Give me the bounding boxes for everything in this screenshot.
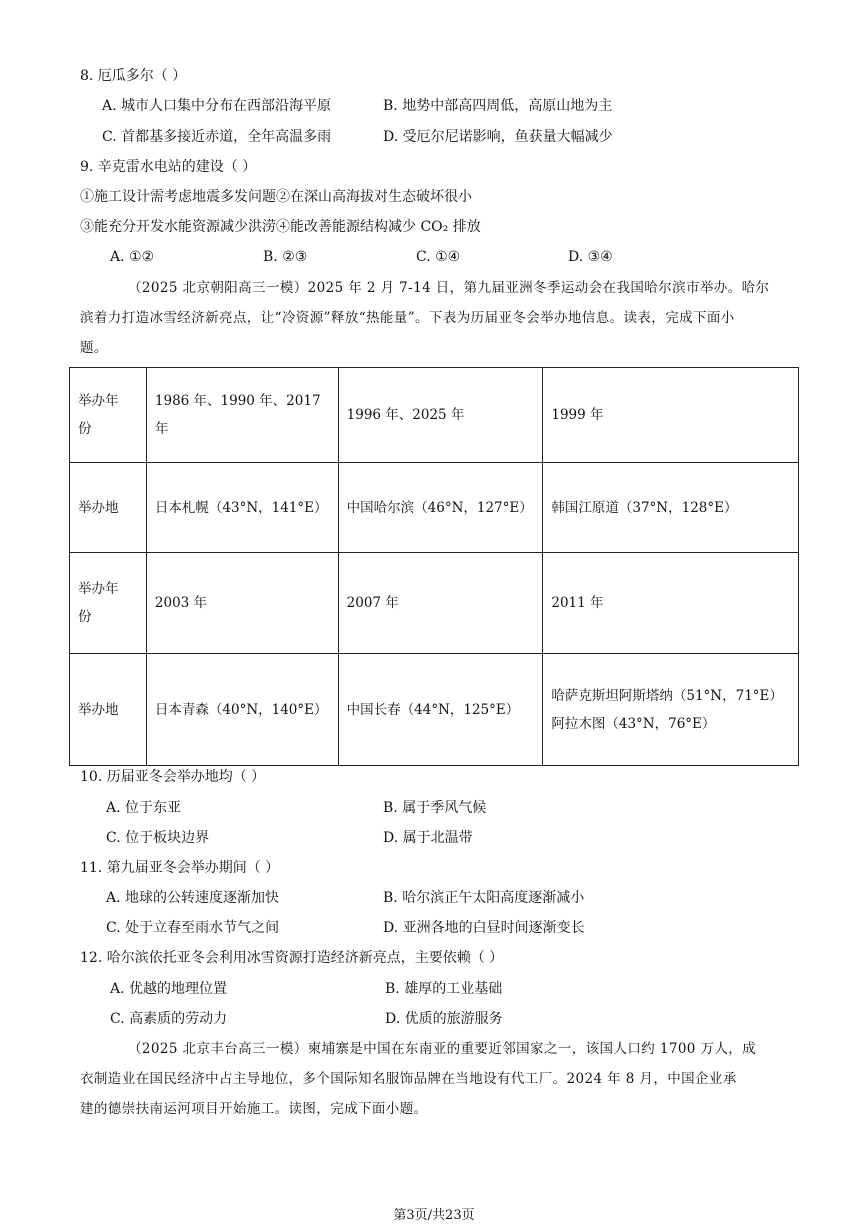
table-cell: 韩国江原道（37°N，128°E） xyxy=(543,463,799,553)
passage2-line2: 衣制造业在国民经济中占主导地位，多个国际知名服饰品牌在当地设有代工厂。2024 年 8 月，中国企业承 xyxy=(80,1071,737,1087)
page-number: 第3页/共23页 xyxy=(393,1208,475,1223)
passage1-line2: 滨着力打造冰雪经济新亮点，让“冷资源”释放“热能量”。下表为历届亚冬会举办地信息。读表，完成下面小 xyxy=(80,310,735,326)
q11-option-a: A. 地球的公转速度逐渐加快 xyxy=(106,890,280,906)
q10-stem: 10. 历届亚冬会举办地均（ ） xyxy=(80,769,266,785)
cell-text-line1: 哈萨克斯坦阿斯塔纳（51°N，71°E） xyxy=(551,687,783,704)
passage1-line1: （2025 北京朝阳高三一模）2025 年 2 月 7-14 日，第九届亚洲冬季运动会在我国哈尔滨市举办。哈尔 xyxy=(128,280,770,296)
q11-option-c: C. 处于立春至雨水节气之间 xyxy=(106,920,280,936)
header-text-line2: 份 xyxy=(78,421,92,437)
table-cell: 1996 年、2025 年 xyxy=(338,368,543,463)
q9-option-c: C. ①④ xyxy=(416,249,461,265)
host-info-table xyxy=(69,367,799,766)
table-cell: 2011 年 xyxy=(543,553,799,654)
table-cell: 1999 年 xyxy=(543,368,799,463)
passage2-line1: （2025 北京丰台高三一模）柬埔寨是中国在东南亚的重要近邻国家之一，该国人口约 1700 万人，成 xyxy=(128,1041,757,1057)
q12-option-c: C. 高素质的劳动力 xyxy=(110,1011,228,1027)
passage2-line3: 建的德崇扶南运河项目开始施工。读图，完成下面小题。 xyxy=(80,1101,428,1117)
q12-option-d: D. 优质的旅游服务 xyxy=(385,1011,503,1027)
header-text-line1: 举办年 xyxy=(78,393,119,409)
table-row xyxy=(70,553,799,654)
q9-statement-2: ③能充分开发水能资源减少洪涝④能改善能源结构减少 CO₂ 排放 xyxy=(80,219,481,235)
table-row xyxy=(70,368,799,463)
table-header-cell: 举办地 xyxy=(70,654,147,766)
table-cell: 2003 年 xyxy=(146,553,338,654)
q9-statement-1: ①施工设计需考虑地震多发问题②在深山高海拔对生态破坏很小 xyxy=(80,189,472,205)
table-cell: 日本青森（40°N，140°E） xyxy=(146,654,338,766)
q10-option-a: A. 位于东亚 xyxy=(106,800,182,816)
q12-option-b: B. 雄厚的工业基础 xyxy=(385,981,503,997)
table-cell: 日本札幌（43°N，141°E） xyxy=(146,463,338,553)
q9-stem: 9. 辛克雷水电站的建设（ ） xyxy=(80,159,257,175)
table-row xyxy=(70,463,799,553)
header-text-line2: 份 xyxy=(78,609,92,625)
q10-option-d: D. 属于北温带 xyxy=(383,830,473,846)
table-cell: 1986 年、1990 年、2017 年 xyxy=(146,368,338,463)
q8-stem: 8. 厄瓜多尔（ ） xyxy=(80,68,187,84)
table-header-cell: 举办地 xyxy=(70,463,147,553)
header-text-line1: 举办年 xyxy=(78,581,119,597)
table-header-cell xyxy=(70,553,147,654)
q8-option-a: A. 城市人口集中分布在西部沿海平原 xyxy=(102,98,332,114)
passage-asian-winter-games xyxy=(80,273,792,363)
q8-option-c: C. 首都基多接近赤道，全年高温多雨 xyxy=(102,129,332,145)
q12-stem: 12. 哈尔滨依托亚冬会利用冰雪资源打造经济新亮点，主要依赖（ ） xyxy=(80,950,504,966)
q8-option-b: B. 地势中部高四周低，高原山地为主 xyxy=(383,98,613,114)
q11-option-b: B. 哈尔滨正午太阳高度逐渐减小 xyxy=(383,890,585,906)
q10-option-c: C. 位于板块边界 xyxy=(106,830,210,846)
q12-option-a: A. 优越的地理位置 xyxy=(110,981,228,997)
q11-stem: 11. 第九届亚冬会举办期间（ ） xyxy=(80,860,280,876)
table-header-cell xyxy=(70,368,147,463)
passage1-line3: 题。 xyxy=(80,340,108,356)
passage-cambodia xyxy=(80,1034,792,1124)
q10-option-b: B. 属于季风气候 xyxy=(383,800,487,816)
cell-text-line2: 阿拉木图（43°N，76°E） xyxy=(551,715,716,732)
q8-option-d: D. 受厄尔尼诺影响，鱼获量大幅减少 xyxy=(383,129,613,145)
table-cell: 中国长春（44°N，125°E） xyxy=(338,654,543,766)
table-cell xyxy=(543,654,799,766)
q11-option-d: D. 亚洲各地的白昼时间逐渐变长 xyxy=(383,920,585,936)
table-cell: 2007 年 xyxy=(338,553,543,654)
q9-option-a: A. ①② xyxy=(110,249,155,265)
table-cell: 中国哈尔滨（46°N，127°E） xyxy=(338,463,543,553)
q9-option-b: B. ②③ xyxy=(263,249,308,265)
q9-option-d: D. ③④ xyxy=(568,249,613,265)
table-row xyxy=(70,654,799,766)
